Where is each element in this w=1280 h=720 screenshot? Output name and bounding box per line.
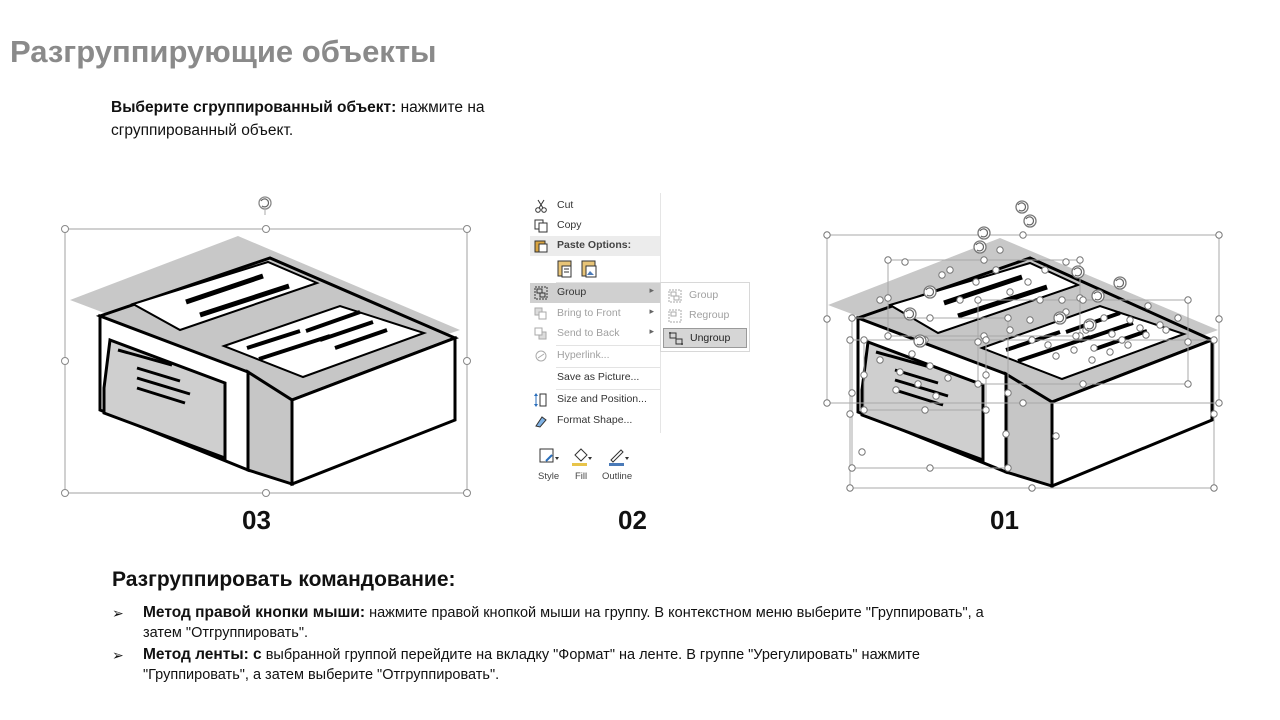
menu-label: Bring to Front [557, 307, 621, 319]
resize-handle[interactable] [1211, 337, 1217, 343]
menu-item-group[interactable] [530, 283, 660, 303]
resize-handle[interactable] [947, 267, 953, 273]
resize-handle[interactable] [927, 363, 933, 369]
menu-item-bring-to-front[interactable] [530, 304, 660, 324]
copy-icon [534, 219, 548, 233]
rotate-handle-icon[interactable] [974, 241, 986, 253]
resize-handle[interactable] [1216, 316, 1222, 322]
menu-label: Copy [557, 219, 582, 231]
resize-handle[interactable] [1073, 333, 1079, 339]
chevron-right-icon: ▸ [649, 326, 654, 336]
resize-handle[interactable] [993, 267, 999, 273]
section-subheading: Разгруппировать командование: [112, 568, 456, 591]
resize-handle[interactable] [975, 339, 981, 345]
rotate-handle-icon[interactable] [904, 308, 916, 320]
group-icon [534, 286, 548, 300]
resize-handle[interactable] [1145, 303, 1151, 309]
paste-option-buttons[interactable] [556, 259, 606, 281]
resize-handle[interactable] [859, 449, 865, 455]
resize-handle[interactable] [1125, 342, 1131, 348]
chevron-right-icon: ▸ [649, 285, 654, 295]
menu-item-send-to-back[interactable] [530, 324, 660, 344]
rotate-handle-icon[interactable] [1016, 201, 1028, 213]
resize-handle[interactable] [909, 351, 915, 357]
intro-text [111, 96, 581, 142]
group-icon [668, 289, 682, 303]
resize-handle[interactable] [1119, 337, 1125, 343]
rotate-handle-icon[interactable] [1024, 215, 1036, 227]
menu-item-size-position[interactable] [530, 390, 660, 410]
resize-handle[interactable] [1080, 297, 1086, 303]
fill-label: Fill [575, 471, 588, 482]
resize-handle[interactable] [1185, 339, 1191, 345]
resize-handle[interactable] [975, 297, 981, 303]
resize-handle[interactable] [877, 297, 883, 303]
resize-handle[interactable] [1020, 232, 1026, 238]
rotate-handle-icon[interactable] [1072, 266, 1084, 278]
resize-handle[interactable] [1029, 337, 1035, 343]
resize-handle[interactable] [981, 257, 987, 263]
figure-label-02: 02 [618, 505, 647, 535]
resize-handle[interactable] [983, 337, 989, 343]
resize-handle[interactable] [997, 247, 1003, 253]
bullet-arrow-icon: ➢ [112, 647, 124, 663]
resize-handle[interactable] [1211, 485, 1217, 491]
menu-label: Regroup [689, 309, 730, 321]
paste-icon [534, 239, 548, 253]
resize-handle[interactable] [847, 411, 853, 417]
scissors-icon [534, 199, 548, 213]
style-label: Style [538, 471, 560, 482]
submenu-item-group[interactable] [663, 286, 747, 306]
resize-handle[interactable] [897, 369, 903, 375]
resize-handle[interactable] [847, 337, 853, 343]
intro-bold: Выберите сгруппированный объект: [111, 99, 397, 116]
resize-handle[interactable] [885, 295, 891, 301]
resize-handle[interactable] [983, 407, 989, 413]
resize-handle[interactable] [1091, 345, 1097, 351]
resize-handle[interactable] [1005, 315, 1011, 321]
resize-handle[interactable] [1101, 315, 1107, 321]
resize-handle[interactable] [1109, 331, 1115, 337]
method-text: нажмите правой кнопкой мыши на группу. В контекстном меню выберите "Группировать", а затем "Отгруппировать". [143, 605, 984, 641]
intro-body: нажмите на сгруппированный объект. [111, 99, 485, 139]
rotate-handle-icon[interactable] [259, 197, 271, 215]
regroup-icon [668, 309, 682, 323]
resize-handle[interactable] [1211, 411, 1217, 417]
resize-handle[interactable] [1005, 465, 1011, 471]
menu-label: Group [557, 286, 587, 298]
resize-handle[interactable] [1071, 347, 1077, 353]
resize-handle[interactable] [1027, 317, 1033, 323]
resize-handle[interactable] [1216, 400, 1222, 406]
resize-handle[interactable] [824, 316, 830, 322]
menu-label: Send to Back [557, 327, 620, 339]
rotate-handle-icon[interactable] [1092, 290, 1104, 302]
resize-handle[interactable] [1157, 322, 1163, 328]
resize-handle[interactable] [1185, 297, 1191, 303]
resize-handle[interactable] [824, 232, 830, 238]
resize-handle[interactable] [1003, 431, 1009, 437]
bring-to-front-icon [534, 307, 548, 321]
figure-label-03: 03 [242, 505, 271, 535]
paste-keep-format-icon [558, 261, 571, 277]
figure-01-ungrouped-printer[interactable] [818, 195, 1228, 500]
menu-item-save-as-picture[interactable] [530, 368, 660, 388]
hyperlink-icon [534, 349, 548, 363]
menu-item-format-shape[interactable] [530, 411, 660, 431]
resize-handle[interactable] [847, 485, 853, 491]
menu-label: Paste Options: [557, 239, 632, 251]
resize-handle[interactable] [1029, 485, 1035, 491]
resize-handle[interactable] [1077, 257, 1083, 263]
resize-handle[interactable] [1042, 267, 1048, 273]
method-title: Метод правой кнопки мыши: [143, 604, 366, 621]
resize-handle[interactable] [927, 315, 933, 321]
paste-picture-icon [582, 261, 596, 277]
resize-handle[interactable] [1007, 327, 1013, 333]
resize-handle[interactable] [983, 372, 989, 378]
resize-handle[interactable] [975, 381, 981, 387]
resize-handle[interactable] [861, 407, 867, 413]
bullet-arrow-icon: ➢ [112, 605, 124, 621]
resize-handle[interactable] [915, 381, 921, 387]
menu-label: Format Shape... [557, 414, 633, 426]
resize-handle[interactable] [893, 387, 899, 393]
resize-handle[interactable] [1020, 400, 1026, 406]
resize-handle[interactable] [877, 357, 883, 363]
resize-handle[interactable] [885, 257, 891, 263]
resize-handle[interactable] [933, 393, 939, 399]
outline-label: Outline [602, 471, 633, 482]
resize-handle[interactable] [849, 465, 855, 471]
resize-handle[interactable] [885, 333, 891, 339]
menu-item-cut[interactable] [530, 196, 660, 216]
menu-label: Size and Position... [557, 393, 647, 405]
resize-handle[interactable] [1216, 232, 1222, 238]
mini-toolbar [530, 441, 660, 493]
resize-handle[interactable] [861, 337, 867, 343]
resize-handle[interactable] [1025, 279, 1031, 285]
resize-handle[interactable] [1063, 259, 1069, 265]
method-title: Метод ленты: с [143, 646, 262, 663]
resize-handle[interactable] [973, 279, 979, 285]
format-shape-icon [534, 414, 548, 428]
rotate-handle-icon[interactable] [1084, 319, 1096, 331]
resize-handle[interactable] [1137, 325, 1143, 331]
menu-header-paste-options [530, 236, 660, 256]
resize-handle[interactable] [1143, 332, 1149, 338]
size-position-icon [534, 393, 548, 407]
resize-handle[interactable] [1163, 327, 1169, 333]
style-icon[interactable] [538, 447, 560, 467]
chevron-right-icon: ▸ [649, 306, 654, 316]
menu-label: Hyperlink... [557, 349, 610, 361]
resize-handle[interactable] [1005, 390, 1011, 396]
page-title: Разгруппирующие объекты [10, 34, 437, 69]
submenu-item-regroup[interactable] [663, 306, 747, 326]
group-submenu [660, 282, 750, 352]
menu-item-copy[interactable] [530, 216, 660, 236]
resize-handle[interactable] [849, 315, 855, 321]
ungroup-icon [669, 332, 683, 346]
resize-handle[interactable] [861, 372, 867, 378]
rotate-handle-icon[interactable] [1114, 277, 1126, 289]
menu-label: Group [689, 289, 719, 301]
menu-label: Save as Picture... [557, 371, 640, 383]
resize-handle[interactable] [957, 297, 963, 303]
rotate-handle-icon[interactable] [978, 227, 990, 239]
resize-handle[interactable] [1107, 349, 1113, 355]
resize-handle[interactable] [939, 272, 945, 278]
resize-handle[interactable] [1089, 357, 1095, 363]
send-to-back-icon [534, 327, 548, 341]
resize-handle[interactable] [824, 400, 830, 406]
resize-handle[interactable] [922, 407, 928, 413]
figure-label-01: 01 [990, 505, 1019, 535]
resize-handle[interactable] [1037, 297, 1043, 303]
fill-bucket-icon[interactable] [571, 447, 593, 467]
resize-handle[interactable] [945, 375, 951, 381]
resize-handle[interactable] [1059, 297, 1065, 303]
menu-item-hyperlink[interactable] [530, 346, 660, 366]
resize-handle[interactable] [1053, 433, 1059, 439]
rotate-handle-icon[interactable] [1054, 312, 1066, 324]
submenu-item-ungroup[interactable] [663, 328, 747, 348]
resize-handle[interactable] [1053, 353, 1059, 359]
rotate-handle-icon[interactable] [924, 286, 936, 298]
method-text: выбранной группой перейдите на вкладку "Формат" на ленте. В группе "Урегулировать" нажмите "Группировать", а затем выберите "Отгруппировать". [143, 647, 920, 683]
resize-handle[interactable] [1175, 315, 1181, 321]
outline-pen-icon[interactable] [608, 447, 630, 467]
resize-handle[interactable] [1127, 317, 1133, 323]
menu-label: Ungroup [690, 332, 731, 344]
resize-handle[interactable] [902, 259, 908, 265]
resize-handle[interactable] [927, 465, 933, 471]
menu-label: Cut [557, 199, 574, 211]
resize-handle[interactable] [1080, 381, 1086, 387]
figure-03-grouped-printer[interactable] [55, 190, 485, 500]
resize-handle[interactable] [1185, 381, 1191, 387]
rotate-handle-icon[interactable] [914, 335, 926, 347]
resize-handle[interactable] [1007, 289, 1013, 295]
resize-handle[interactable] [1045, 342, 1051, 348]
context-menu [530, 193, 662, 433]
resize-handle[interactable] [849, 390, 855, 396]
